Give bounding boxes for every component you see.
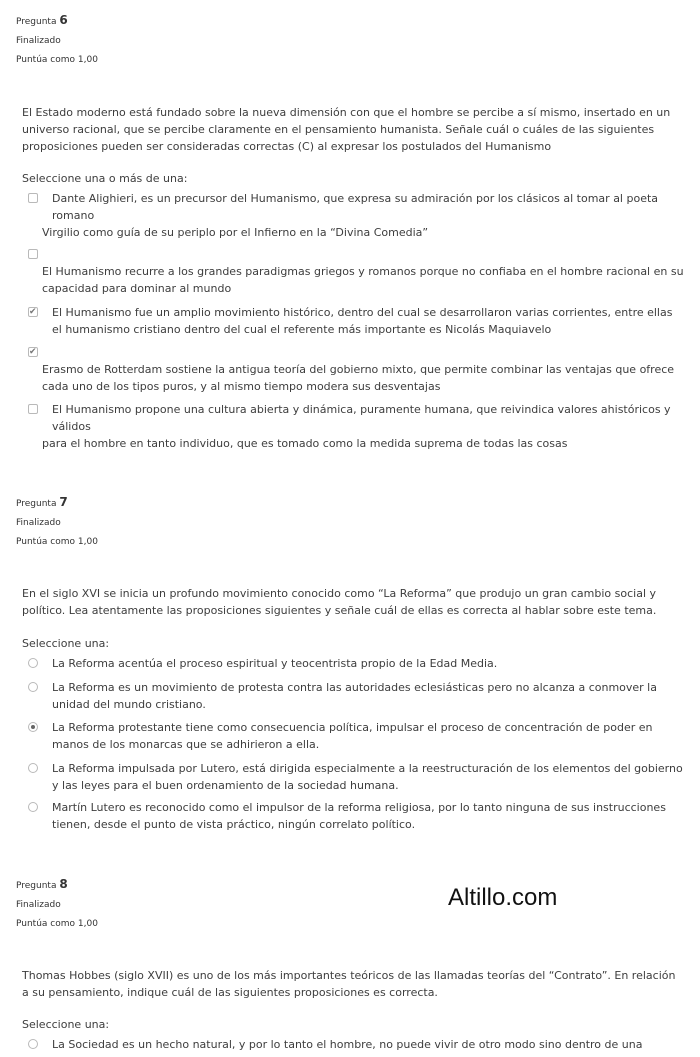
checkbox[interactable] bbox=[28, 404, 38, 414]
question-state: Finalizado bbox=[16, 518, 61, 528]
answer-option-6e[interactable]: El Humanismo propone una cultura abierta y dinámica, puramente humana, que reivindica valores ahistóricos y válidos para el hombre en tanto individuo, que es tomado como la medida suprema de todas las cosas bbox=[24, 401, 684, 452]
question-number: 7 bbox=[59, 495, 68, 509]
question-info-8 bbox=[16, 875, 98, 934]
radio-button[interactable] bbox=[28, 682, 38, 692]
question-state: Finalizado bbox=[16, 900, 61, 910]
radio-button[interactable] bbox=[28, 763, 38, 773]
checkbox-checked[interactable] bbox=[28, 307, 38, 317]
question-score: Puntúa como 1,00 bbox=[16, 55, 98, 65]
answer-option-7b[interactable]: La Reforma es un movimiento de protesta contra las autoridades eclesiásticas pero no alcanza a conmover la unidad del mundo cristiano. bbox=[24, 679, 684, 713]
answer-option-7e[interactable]: Martín Lutero es reconocido como el impulsor de la reforma religiosa, por lo tanto ninguna de sus instrucciones tienen, desde el punto de vista práctico, ningún correlato político. bbox=[24, 799, 684, 833]
answer-option-7d[interactable]: La Reforma impulsada por Lutero, está dirigida especialmente a la reestructuración de los elementos del gobierno y las leyes para el buen ordenamiento de la sociedad humana. bbox=[24, 760, 684, 794]
question-number: 6 bbox=[59, 13, 68, 27]
question-prompt-6: Seleccione una o más de una: bbox=[22, 172, 188, 185]
radio-button[interactable] bbox=[28, 658, 38, 668]
question-info-6 bbox=[16, 11, 98, 70]
radio-button-selected[interactable] bbox=[28, 722, 38, 732]
checkbox[interactable] bbox=[28, 193, 38, 203]
question-label: Pregunta bbox=[16, 499, 57, 509]
radio-button[interactable] bbox=[28, 1039, 38, 1049]
question-text-6: El Estado moderno está fundado sobre la nueva dimensión con que el hombre se percibe a sí mismo, insertado en un universo racional, que se percibe claramente en el pensamiento humanista. Señale cuál o cuáles de las siguientes proposiciones pueden ser consideradas correctas (C) al expresar los postulados del Humanismo bbox=[22, 106, 671, 153]
checkbox-checked[interactable] bbox=[28, 347, 38, 357]
question-prompt-7: Seleccione una: bbox=[22, 637, 110, 650]
question-number: 8 bbox=[59, 877, 68, 891]
answer-option-6c[interactable]: ✔ El Humanismo fue un amplio movimiento histórico, dentro del cual se desarrollaron varias corrientes, entre ellas el humanismo cristiano dentro del cual el referente más importante es Nicolás Maquiavelo bbox=[24, 304, 684, 338]
question-text-8: Thomas Hobbes (siglo XVII) es uno de los más importantes teóricos de las llamadas teorías del “Contrato”. En relación a su pensamiento, indique cuál de las siguientes proposiciones es correcta. bbox=[22, 969, 676, 999]
question-score: Puntúa como 1,00 bbox=[16, 919, 98, 929]
answer-option-6a[interactable]: Dante Alighieri, es un precursor del Humanismo, que expresa su admiración por los clásicos al tomar al poeta romano Virgilio como guía de su periplo por el Infierno en la “Divina Comedia” bbox=[24, 190, 684, 241]
answer-option-7c[interactable]: La Reforma protestante tiene como consecuencia política, impulsar el proceso de concentración de poder en manos de los monarcas que se adhirieron a ella. bbox=[24, 719, 684, 753]
question-text-7: En el siglo XVI se inicia un profundo movimiento conocido como “La Reforma” que produjo un gran cambio social y político. Lea atentamente las proposiciones siguientes y señale cuál de ellas es correcta al hablar sobre este tema. bbox=[22, 587, 657, 617]
radio-button[interactable] bbox=[28, 802, 38, 812]
answer-option-6d[interactable]: ✔ Erasmo de Rotterdam sostiene la antigua teoría del gobierno mixto, que permite combinar las ventajas que ofrece cada uno de los tipos puros, y al mismo tiempo modera sus desventajas bbox=[24, 344, 684, 395]
question-state: Finalizado bbox=[16, 36, 61, 46]
question-prompt-8: Seleccione una: bbox=[22, 1018, 110, 1031]
question-score: Puntúa como 1,00 bbox=[16, 537, 98, 547]
checkbox[interactable] bbox=[28, 249, 38, 259]
question-info-7 bbox=[16, 493, 98, 552]
question-label: Pregunta bbox=[16, 17, 57, 27]
answer-option-7a[interactable]: La Reforma acentúa el proceso espiritual y teocentrista propio de la Edad Media. bbox=[24, 655, 684, 672]
answer-option-6b[interactable]: El Humanismo recurre a los grandes paradigmas griegos y romanos porque no confiaba en el hombre racional en su capacidad para dominar al mundo bbox=[24, 246, 684, 297]
answer-option-8a[interactable]: La Sociedad es un hecho natural, y por lo tanto el hombre, no puede vivir de otro modo sino dentro de una bbox=[24, 1036, 684, 1053]
watermark-text: Altillo.com bbox=[448, 884, 558, 911]
question-label: Pregunta bbox=[16, 881, 57, 891]
